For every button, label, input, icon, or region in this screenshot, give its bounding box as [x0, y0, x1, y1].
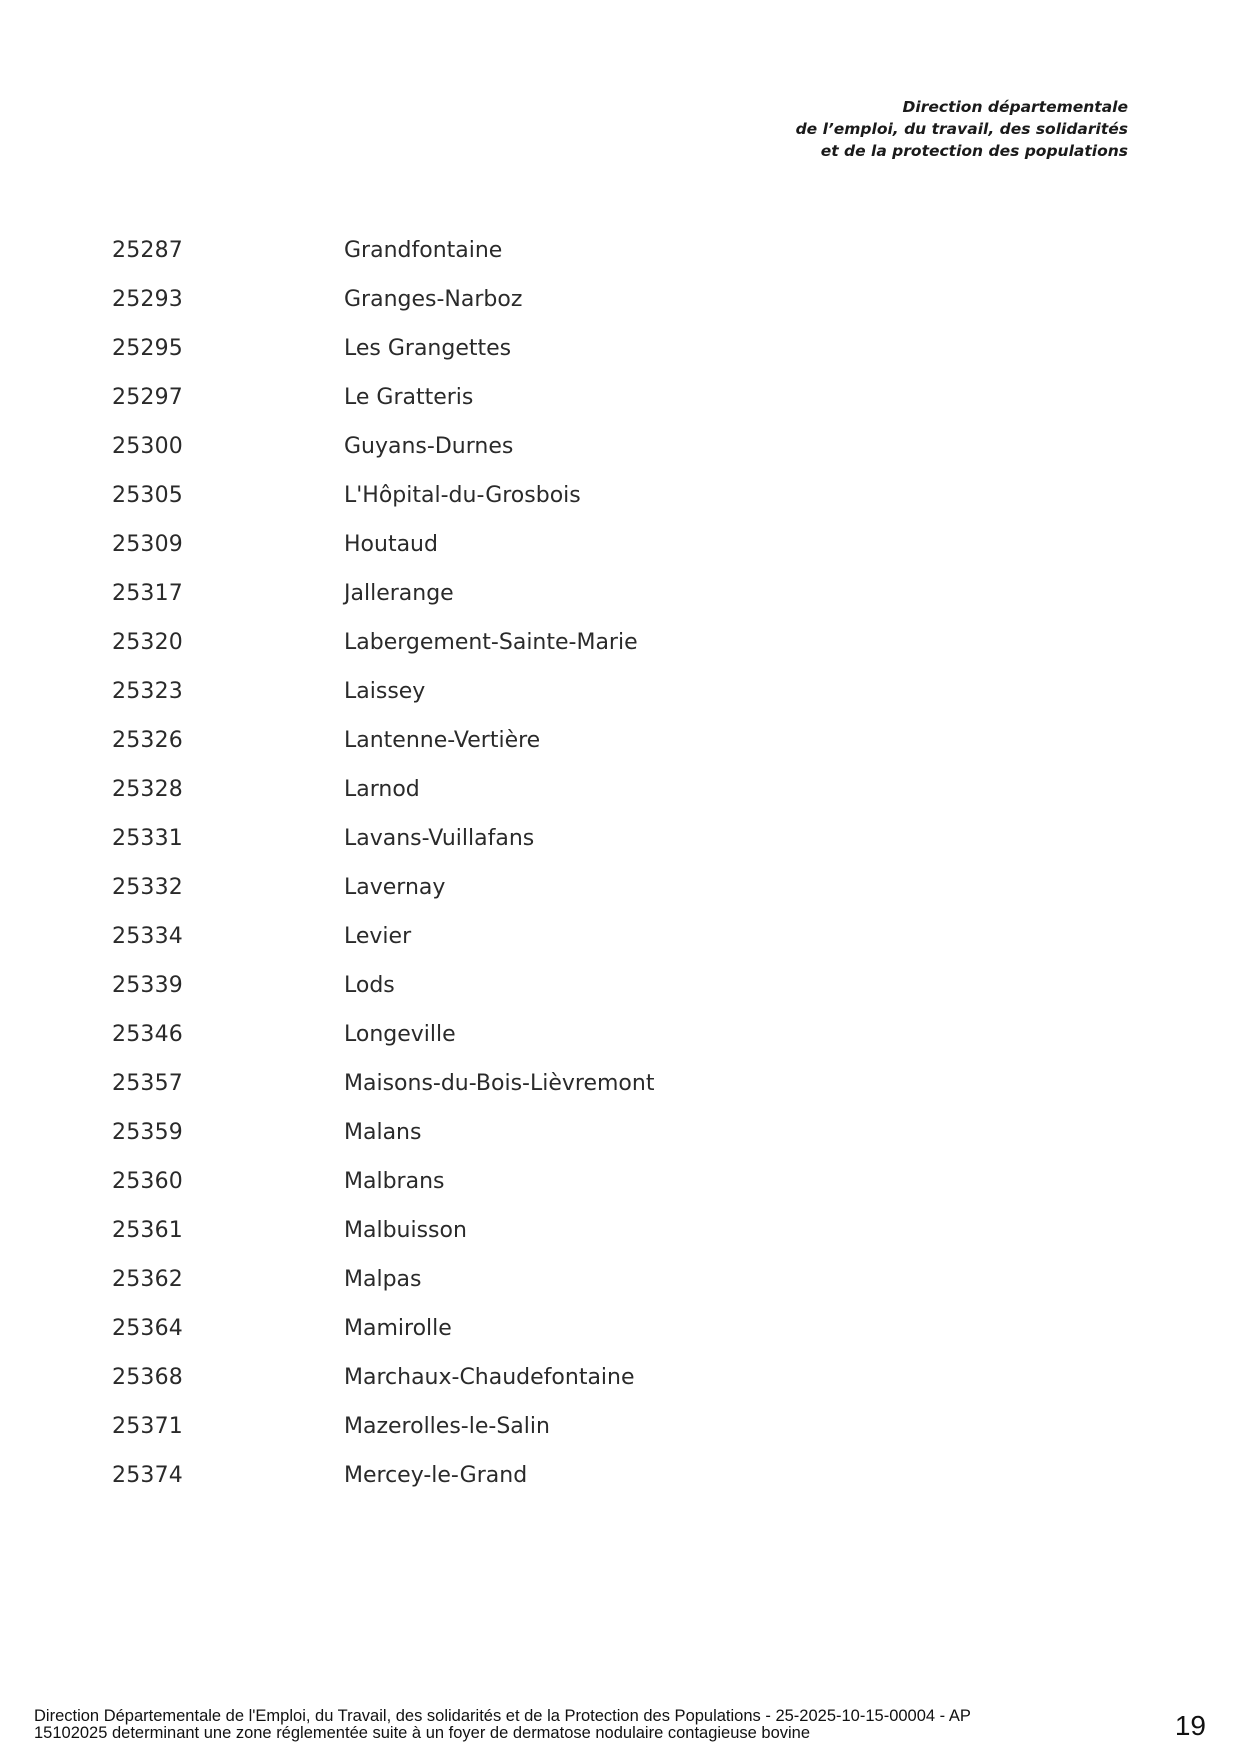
commune-name: Lavans-Vuillafans — [344, 826, 535, 851]
commune-name: Houtaud — [344, 532, 438, 557]
commune-name: Lods — [344, 973, 395, 998]
commune-name: Levier — [344, 924, 412, 949]
commune-name: Lavernay — [344, 875, 446, 900]
commune-code: 25326 — [112, 728, 183, 753]
department-header — [708, 96, 1128, 162]
commune-code: 25360 — [112, 1169, 183, 1194]
commune-row — [112, 1353, 912, 1402]
commune-name: Jallerange — [344, 581, 454, 606]
commune-code: 25371 — [112, 1414, 183, 1439]
commune-name: Le Gratteris — [344, 385, 474, 410]
page-number: 19 — [1174, 1710, 1206, 1741]
commune-code: 25359 — [112, 1120, 183, 1145]
commune-row — [112, 1010, 912, 1059]
commune-code: 25331 — [112, 826, 183, 851]
commune-name: Mazerolles-le-Salin — [344, 1414, 550, 1439]
commune-name: L'Hôpital-du-Grosbois — [344, 483, 581, 508]
commune-code: 25305 — [112, 483, 183, 508]
commune-row — [112, 569, 912, 618]
header-line-1: Direction départementale — [902, 98, 1128, 116]
commune-row — [112, 1157, 912, 1206]
commune-name: Granges-Narboz — [344, 287, 523, 312]
commune-code: 25300 — [112, 434, 183, 459]
commune-code: 25323 — [112, 679, 183, 704]
commune-name: Grandfontaine — [344, 238, 503, 263]
commune-row — [112, 765, 912, 814]
commune-row — [112, 1402, 912, 1451]
header-line-3: et de la protection des populations — [820, 142, 1128, 160]
footer-line-1: Direction Départementale de l'Emploi, du Travail, des solidarités et de la Protection des Populations - 25-2025-10-15-00004 - AP — [34, 1707, 971, 1725]
commune-code: 25297 — [112, 385, 183, 410]
commune-list — [112, 226, 912, 1500]
commune-row — [112, 716, 912, 765]
commune-row — [112, 912, 912, 961]
commune-code: 25287 — [112, 238, 183, 263]
commune-name: Maisons-du-Bois-Lièvremont — [344, 1071, 655, 1096]
footer — [34, 1708, 1074, 1742]
commune-row — [112, 1304, 912, 1353]
commune-code: 25317 — [112, 581, 183, 606]
commune-name: Longeville — [344, 1022, 456, 1047]
commune-name: Malpas — [344, 1267, 422, 1292]
commune-name: Guyans-Durnes — [344, 434, 514, 459]
commune-code: 25320 — [112, 630, 183, 655]
commune-row — [112, 1206, 912, 1255]
header-line-2: de l’emploi, du travail, des solidarités — [795, 120, 1128, 138]
commune-row — [112, 324, 912, 373]
commune-row — [112, 422, 912, 471]
commune-row — [112, 275, 912, 324]
commune-row — [112, 373, 912, 422]
commune-name: Marchaux-Chaudefontaine — [344, 1365, 635, 1390]
commune-code: 25357 — [112, 1071, 183, 1096]
commune-name: Les Grangettes — [344, 336, 512, 361]
commune-row — [112, 618, 912, 667]
commune-name: Mercey-le-Grand — [344, 1463, 528, 1488]
commune-code: 25368 — [112, 1365, 183, 1390]
commune-row — [112, 1451, 912, 1500]
commune-row — [112, 520, 912, 569]
commune-code: 25374 — [112, 1463, 183, 1488]
commune-code: 25332 — [112, 875, 183, 900]
commune-name: Malbrans — [344, 1169, 445, 1194]
commune-row — [112, 863, 912, 912]
commune-code: 25295 — [112, 336, 183, 361]
commune-code: 25339 — [112, 973, 183, 998]
commune-name: Labergement-Sainte-Marie — [344, 630, 638, 655]
commune-code: 25328 — [112, 777, 183, 802]
commune-row — [112, 471, 912, 520]
commune-row — [112, 1108, 912, 1157]
commune-name: Malbuisson — [344, 1218, 467, 1243]
commune-code: 25364 — [112, 1316, 183, 1341]
commune-row — [112, 667, 912, 716]
commune-code: 25293 — [112, 287, 183, 312]
commune-name: Laissey — [344, 679, 426, 704]
commune-code: 25361 — [112, 1218, 183, 1243]
commune-name: Lantenne-Vertière — [344, 728, 541, 753]
commune-code: 25346 — [112, 1022, 183, 1047]
footer-line-2: 15102025 determinant une zone réglementée suite à un foyer de dermatose nodulaire contagieuse bovine — [34, 1724, 811, 1742]
commune-code: 25334 — [112, 924, 183, 949]
commune-row — [112, 961, 912, 1010]
commune-name: Mamirolle — [344, 1316, 452, 1341]
commune-row — [112, 1059, 912, 1108]
commune-name: Malans — [344, 1120, 422, 1145]
commune-code: 25362 — [112, 1267, 183, 1292]
commune-row — [112, 814, 912, 863]
commune-row — [112, 226, 912, 275]
commune-name: Larnod — [344, 777, 420, 802]
commune-code: 25309 — [112, 532, 183, 557]
commune-row — [112, 1255, 912, 1304]
